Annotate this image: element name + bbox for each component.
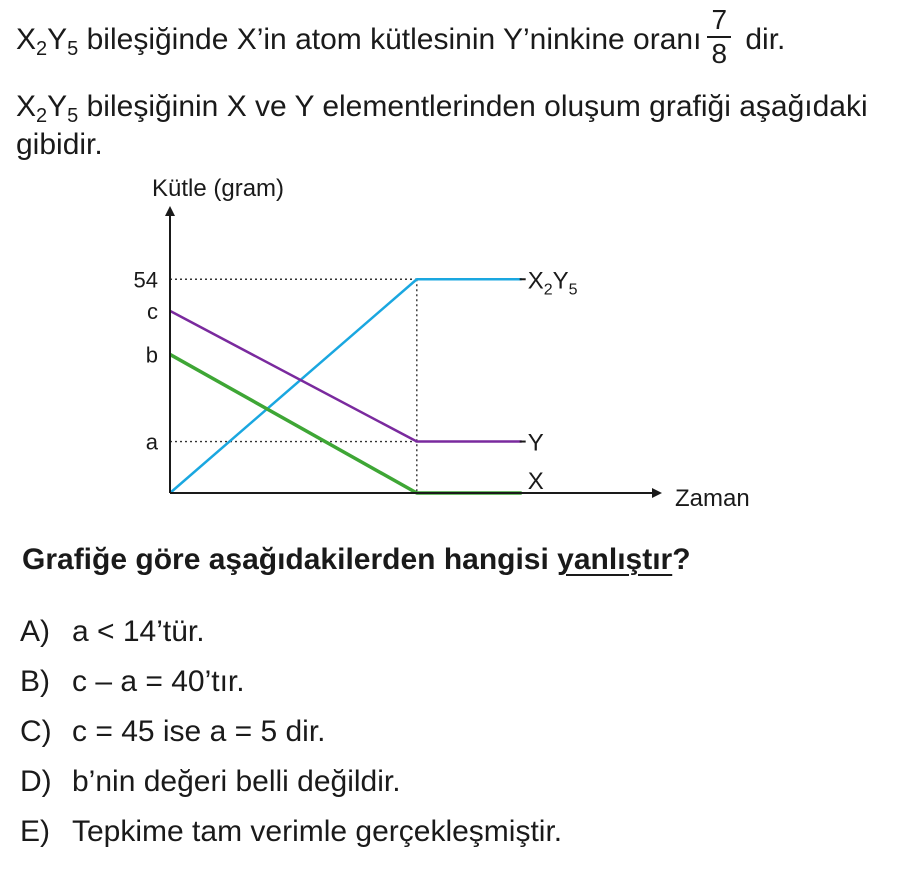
option-b[interactable]	[20, 662, 562, 712]
intro-text: bileşiğinde X’in atom kütlesinin Y’ninkine oranı	[78, 23, 702, 56]
intro-sentence	[16, 4, 786, 72]
option-letter: A)	[20, 615, 50, 648]
series-line-x	[170, 354, 522, 493]
desc-y: Y	[47, 90, 68, 123]
series-line-x2y5	[170, 279, 522, 493]
chart-description	[16, 88, 886, 164]
fraction-denominator: 8	[711, 38, 728, 70]
question-text: Grafiğe göre aşağıdakilerden hangisi	[22, 543, 558, 576]
question-underlined-word: yanlıştır	[557, 543, 673, 576]
option-letter: B)	[20, 665, 50, 698]
intro-sub-5: 5	[67, 38, 79, 60]
intro-y: Y	[47, 23, 68, 56]
option-e[interactable]	[20, 812, 562, 862]
question-mark: ?	[672, 543, 691, 576]
option-text: b’nin değeri belli değildir.	[72, 765, 401, 798]
series-labels	[520, 267, 578, 495]
intro-compound	[16, 23, 79, 60]
y-tick-label-54: 54	[133, 267, 158, 293]
fraction-numerator: 7	[711, 4, 728, 36]
option-text: c – a = 40’tır.	[72, 665, 245, 698]
y-tick-label-c: c	[147, 298, 158, 324]
y-tick-labels	[134, 267, 159, 454]
option-a[interactable]	[20, 612, 562, 662]
option-c[interactable]	[20, 712, 562, 762]
option-d[interactable]	[20, 762, 562, 812]
x-axis-label: Zaman	[675, 485, 750, 512]
option-text: a < 14’tür.	[72, 615, 205, 648]
option-letter: E)	[20, 815, 50, 848]
intro-text-end: dir.	[737, 23, 786, 56]
series-line-y	[170, 311, 522, 442]
y-tick-label-b: b	[145, 342, 158, 368]
option-text: Tepkime tam verimle gerçekleşmiştir.	[72, 815, 563, 848]
desc-text: bileşiğinin X ve Y elementlerinden oluşum grafiği aşağıdaki gibidir.	[16, 90, 868, 161]
question	[22, 540, 691, 580]
intro-sub-2: 2	[36, 38, 48, 60]
formation-chart	[0, 160, 906, 540]
series-label-x: X	[527, 468, 544, 495]
answer-options	[20, 612, 562, 862]
option-text: c = 45 ise a = 5 dir.	[72, 715, 326, 748]
series-label-y: Y	[527, 429, 544, 457]
mass-ratio-fraction	[707, 6, 731, 68]
desc-x: X	[16, 90, 37, 123]
desc-sub-5: 5	[67, 105, 79, 127]
option-letter: C)	[20, 715, 52, 748]
y-axis-label: Kütle (gram)	[152, 175, 285, 202]
series-lines	[170, 279, 522, 493]
intro-x: X	[16, 23, 37, 56]
option-letter: D)	[20, 765, 52, 798]
y-tick-label-a: a	[145, 429, 158, 455]
series-label-x2y5: $X_2Y_5$	[527, 267, 578, 299]
desc-sub-2: 2	[36, 105, 48, 127]
